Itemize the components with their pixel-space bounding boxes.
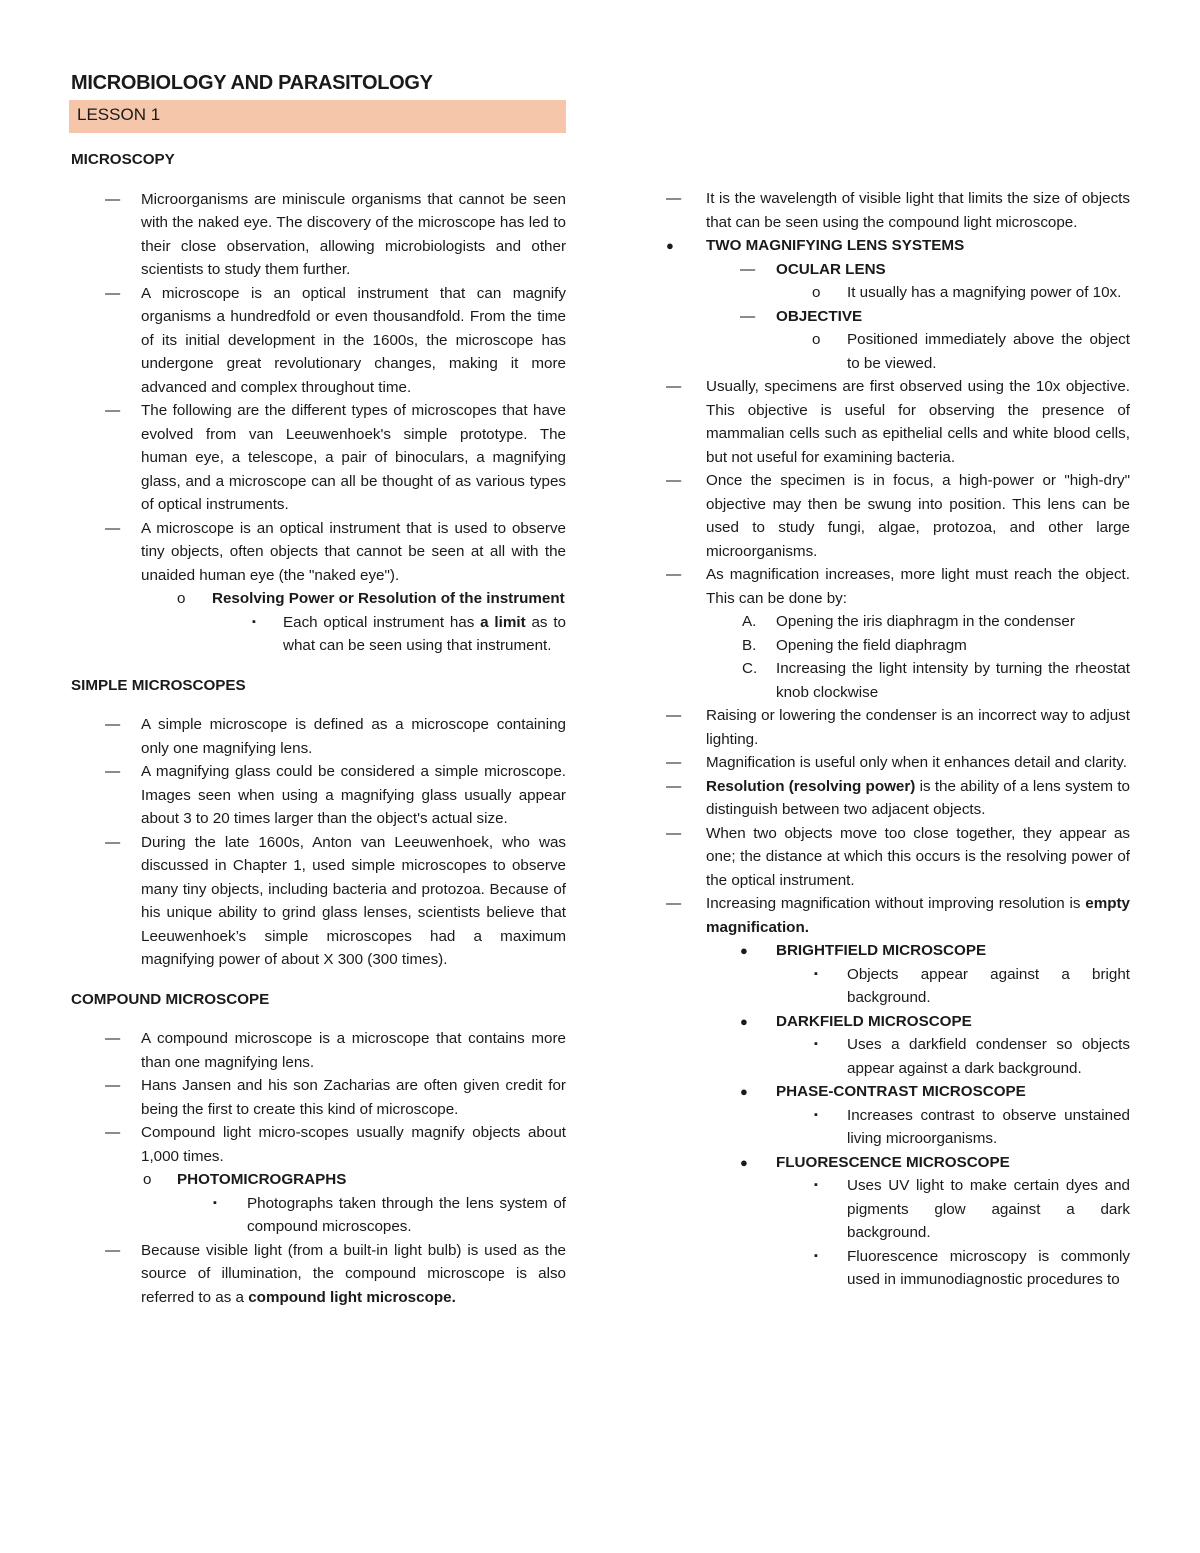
page-title: MICROBIOLOGY AND PARASITOLOGY: [71, 72, 433, 94]
list-item: C. Increasing the light intensity by turning the rheostat knob clockwise: [666, 657, 1130, 704]
list-item: — Usually, specimens are first observed using the 10x objective. This objective is useful for observing the presence of mammalian cells such as epithelial cells and white blood cells, but not useful for examining bacteria.: [666, 375, 1130, 469]
right-column: [666, 187, 1130, 1292]
list-item: ▪ Photographs taken through the lens system of compound microscopes.: [71, 1192, 566, 1239]
circle-marker: o: [812, 284, 821, 301]
list-item: ● PHASE-CONTRAST MICROSCOPE: [666, 1080, 1130, 1104]
list-item: ● FLUORESCENCE MICROSCOPE: [666, 1151, 1130, 1175]
list-item: ● BRIGHTFIELD MICROSCOPE: [666, 939, 1130, 963]
list-item: ▪ Uses UV light to make certain dyes and pigments glow against a dark background.: [666, 1174, 1130, 1245]
dash-marker: —: [105, 519, 121, 537]
dash-marker: —: [666, 472, 682, 489]
square-bullet-icon: ▪: [814, 1038, 818, 1050]
bullet-icon: ●: [666, 238, 674, 253]
list-item: — A simple microscope is defined as a microscope containing only one magnifying lens.: [71, 713, 566, 760]
dash-marker: —: [666, 777, 682, 795]
list-item: — Increasing magnification without improving resolution is empty magnification.: [666, 892, 1130, 939]
resolving-power-heading: Resolving Power or Resolution of the instrument: [212, 590, 565, 607]
dash-marker: —: [105, 1030, 121, 1047]
dash-marker: —: [666, 895, 682, 912]
list-item: A. Opening the iris diaphragm in the condenser: [666, 610, 1130, 634]
list-item: o Positioned immediately above the object to be viewed.: [666, 328, 1130, 375]
list-item: ▪ Objects appear against a bright background.: [666, 963, 1130, 1010]
circle-marker: o: [177, 590, 186, 607]
circle-marker: o: [143, 1171, 152, 1188]
dash-marker: —: [740, 260, 756, 278]
list-item: — OBJECTIVE: [666, 305, 1130, 329]
dash-marker: —: [105, 1241, 121, 1259]
lesson-banner: [69, 100, 566, 133]
dash-marker: —: [666, 754, 682, 771]
list-item: — Compound light micro-scopes usually magnify objects about 1,000 times.: [71, 1121, 566, 1168]
dash-marker: —: [105, 284, 121, 302]
section-heading-compound: COMPOUND MICROSCOPE: [71, 990, 270, 1008]
letter-marker: C.: [742, 660, 758, 677]
list-item: ▪ Fluorescence microscopy is commonly used in immunodiagnostic procedures to: [666, 1245, 1130, 1292]
bullet-icon: ●: [740, 1084, 748, 1099]
list-item: — When two objects move too close together, they appear as one; the distance at which this occurs is the resolving power of the optical instrument.: [666, 822, 1130, 893]
bullet-icon: ●: [740, 1013, 748, 1029]
list-item: — Because visible light (from a built-in light bulb) is used as the source of illumination, the compound microscope is also referred to as a compound light microscope.: [71, 1239, 566, 1310]
list-item: B. Opening the field diaphragm: [666, 634, 1130, 658]
dash-marker: —: [740, 307, 756, 325]
list-item: — Resolution (resolving power) is the ability of a lens system to distinguish between two adjacent objects.: [666, 775, 1130, 822]
photomicrographs-heading: PHOTOMICROGRAPHS: [177, 1171, 347, 1188]
dash-marker: —: [666, 566, 682, 583]
dash-marker: —: [105, 833, 121, 851]
list-item: — A compound microscope is a microscope that contains more than one magnifying lens.: [71, 1027, 566, 1074]
list-item: — Magnification is useful only when it enhances detail and clarity.: [666, 751, 1130, 775]
list-item: [71, 1168, 566, 1192]
square-bullet-icon: ▪: [213, 1196, 217, 1209]
list-item: ● DARKFIELD MICROSCOPE: [666, 1010, 1130, 1034]
list-item: ▪ Uses a darkfield condenser so objects appear against a dark background.: [666, 1033, 1130, 1080]
list-item: — Microorganisms are miniscule organisms that cannot be seen with the naked eye. The discovery of the microscope has led to their close observation, allowing microbiologists and other scientists to study them further.: [71, 188, 566, 282]
section-heading-microscopy: MICROSCOPY: [71, 151, 175, 168]
square-bullet-icon: ▪: [252, 615, 256, 628]
list-item: ▪ Each optical instrument has a limit as to what can be seen using that instrument.: [71, 611, 566, 658]
dash-marker: —: [666, 378, 682, 395]
list-item: — During the late 1600s, Anton van Leeuwenhoek, who was discussed in Chapter 1, used simple microscopes to observe many tiny objects, including bacteria and protozoa. Because of his unique ability to grind glass lenses, scientists believe that Leeuwenhoek’s simple microscopes had a maximum magnifying power of about X 300 (300 times).: [71, 831, 566, 972]
list-item: — A microscope is an optical instrument that is used to observe tiny objects, often objects that cannot be seen at all with the unaided human eye (the "naked eye").: [71, 517, 566, 588]
letter-marker: B.: [742, 636, 757, 654]
list-item: — A microscope is an optical instrument that can magnify organisms a hundredfold or even thousandfold. From the time of its initial development in the 1600s, the microscope has undergone great revolutionary changes, making it more advanced and complex throughout time.: [71, 282, 566, 400]
dash-marker: —: [105, 716, 121, 733]
list-item: — OCULAR LENS: [666, 258, 1130, 282]
list-item: — A magnifying glass could be considered a simple microscope. Images seen when using a magnifying glass usually appear about 3 to 20 times larger than the object's actual size.: [71, 760, 566, 831]
lesson-label: LESSON 1: [77, 105, 161, 124]
list-item: o It usually has a magnifying power of 10x.: [666, 281, 1130, 305]
bullet-icon: ●: [740, 1154, 748, 1170]
bullet-icon: ●: [740, 943, 748, 958]
dash-marker: —: [105, 1077, 121, 1094]
list-item: — Raising or lowering the condenser is an incorrect way to adjust lighting.: [666, 704, 1130, 751]
dash-marker: —: [666, 707, 682, 724]
dash-marker: —: [105, 402, 121, 419]
square-bullet-icon: ▪: [814, 1108, 818, 1121]
square-bullet-icon: ▪: [814, 967, 818, 980]
dash-marker: —: [105, 1124, 121, 1141]
list-item: [71, 587, 566, 611]
dash-marker: —: [105, 190, 121, 208]
list-item: — The following are the different types of microscopes that have evolved from van Leeuwenhoek's simple prototype. The human eye, a telescope, a pair of binoculars, a magnifying glass, and a microscope can all be thought of as various types of optical instruments.: [71, 399, 566, 517]
list-item: — Hans Jansen and his son Zacharias are often given credit for being the first to create this kind of microscope.: [71, 1074, 566, 1121]
dash-marker: —: [105, 763, 121, 780]
dash-marker: —: [666, 190, 682, 207]
list-item: ▪ Increases contrast to observe unstained living microorganisms.: [666, 1104, 1130, 1151]
list-item: — It is the wavelength of visible light that limits the size of objects that can be seen using the compound light microscope.: [666, 187, 1130, 234]
circle-marker: o: [812, 331, 821, 348]
list-item: — As magnification increases, more light must reach the object. This can be done by:: [666, 563, 1130, 610]
letter-marker: A.: [742, 613, 757, 630]
list-item: — Once the specimen is in focus, a high-power or "high-dry" objective may then be swung into position. This lens can be used to study fungi, algae, protozoa, and other large microorganisms.: [666, 469, 1130, 563]
square-bullet-icon: ▪: [814, 1249, 818, 1262]
left-column: [71, 148, 566, 1309]
square-bullet-icon: ▪: [814, 1179, 818, 1191]
dash-marker: —: [666, 824, 682, 842]
list-item: ● TWO MAGNIFYING LENS SYSTEMS: [666, 234, 1130, 258]
section-heading-simple: SIMPLE MICROSCOPES: [71, 676, 246, 694]
